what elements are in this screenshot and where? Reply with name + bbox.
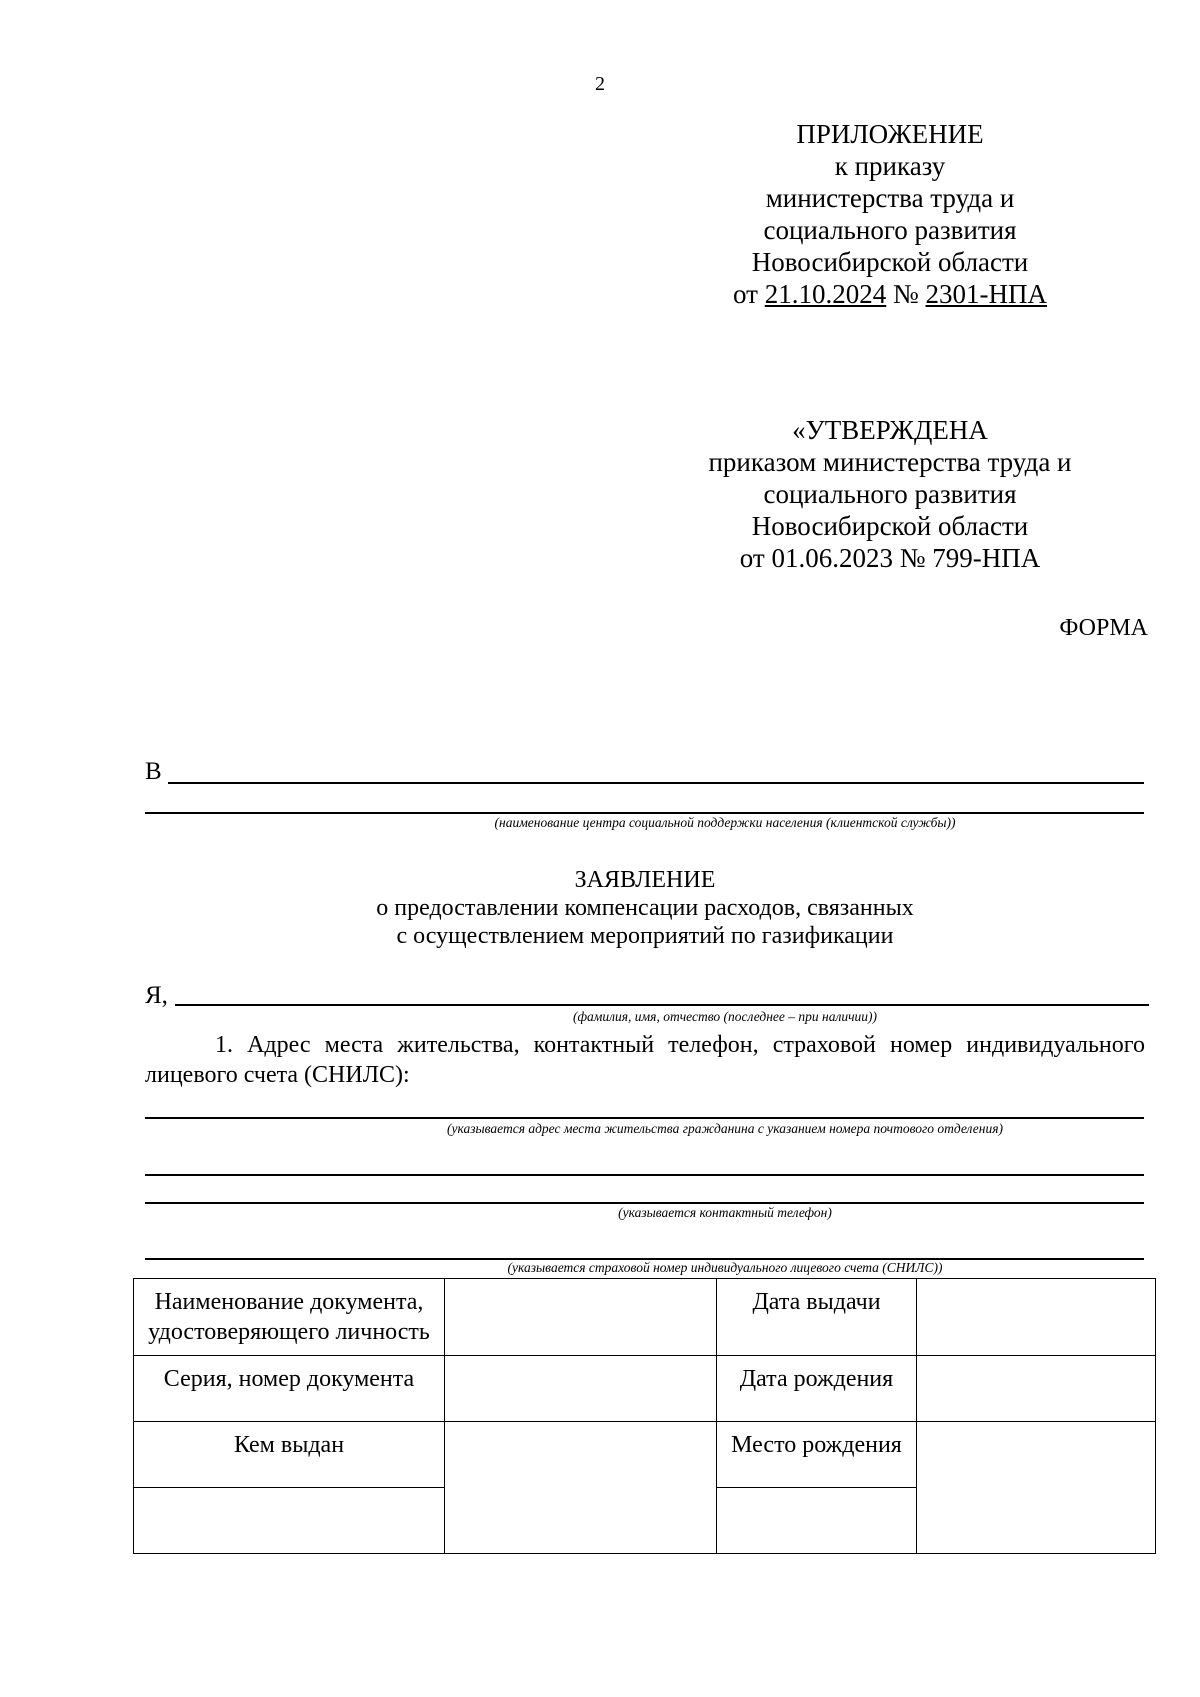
issued-by-value-cell[interactable] [445,1422,717,1554]
snils-hint: (указывается страховой номер индивидуального лицевого счета (СНИЛС)) [507,1260,943,1275]
address-field-line-2[interactable] [145,1174,1144,1176]
date-prefix: от [733,279,758,309]
recipient-field-line-2[interactable] [145,812,1144,814]
recipient-prefix: В [145,758,162,785]
page-number: 2 [595,73,605,95]
approved-line: Новосибирской области [751,511,1029,541]
table-row [134,1279,1156,1356]
approved-line: социального развития [763,479,1017,509]
issued-by-extra-cell[interactable] [134,1488,445,1554]
birth-date-label: Дата рождения [717,1356,917,1422]
order-number: 2301-НПА [925,279,1047,309]
address-field-line[interactable] [145,1117,1144,1119]
appendix-title: ПРИЛОЖЕНИЕ [796,119,984,149]
approved-title: «УТВЕРЖДЕНА [792,415,988,445]
phone-hint: (указывается контактный телефон) [618,1205,832,1220]
approved-block [640,414,1140,574]
recipient-hint: (наименование центра социальной поддержки населения (клиентской службы)) [494,815,956,830]
statement-subtitle: о предоставлении компенсации расходов, связанных [376,895,914,921]
appendix-line: социального развития [763,215,1017,245]
order-date: 21.10.2024 [764,279,887,309]
birth-place-value-cell[interactable] [917,1422,1156,1554]
appendix-block [700,118,1080,310]
approved-line: от 01.06.2023 № 799-НПА [739,543,1041,573]
birth-place-label: Место рождения [717,1422,917,1488]
recipient-field-line[interactable] [168,782,1144,784]
doc-name-value-cell[interactable] [445,1279,717,1356]
appendix-date-line [700,278,1080,310]
table-row [134,1422,1156,1488]
appendix-line: министерства труда и [765,183,1015,213]
statement-title-block [0,866,1200,950]
appendix-line: Новосибирской области [751,247,1029,277]
applicant-field-line[interactable] [175,1004,1149,1006]
series-number-label: Серия, номер документа [134,1356,445,1422]
identity-document-table [133,1278,1156,1554]
form-label: ФОРМА [1059,615,1148,641]
phone-field-line[interactable] [145,1202,1144,1204]
applicant-prefix: Я, [145,982,168,1009]
item1-text: 1. Адрес места жительства, контактный телефон, страховой номер индивидуального лицевого счета (СНИЛС): [145,1032,1145,1088]
birth-date-value-cell[interactable] [917,1356,1156,1422]
address-hint: (указывается адрес места жительства гражданина с указанием номера почтового отделения) [447,1121,1003,1136]
issued-by-label: Кем выдан [134,1422,445,1488]
statement-subtitle: с осуществлением мероприятий по газификации [396,923,894,949]
number-prefix: № [892,279,919,309]
doc-name-label: Наименование документа, удостоверяющего личность [134,1279,445,1356]
applicant-hint: (фамилия, имя, отчество (последнее – при наличии)) [572,1009,878,1024]
issue-date-label: Дата выдачи [717,1279,917,1356]
statement-title: ЗАЯВЛЕНИЕ [574,867,716,893]
table-row [134,1356,1156,1422]
approved-line: приказом министерства труда и [708,447,1072,477]
series-number-value-cell[interactable] [445,1356,717,1422]
appendix-line: к приказу [834,151,946,181]
birth-place-extra-cell[interactable] [717,1488,917,1554]
issue-date-value-cell[interactable] [917,1279,1156,1356]
